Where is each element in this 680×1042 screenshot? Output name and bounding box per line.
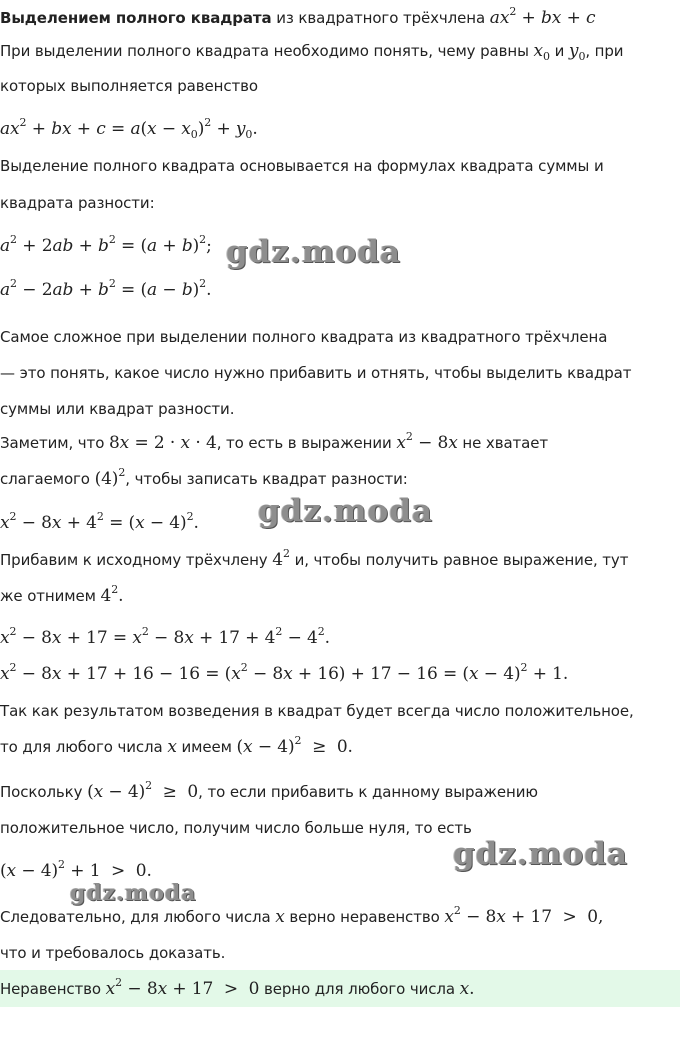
p8-text-a: Следовательно, для любого числа <box>0 908 271 926</box>
p4-text-e: , чтобы записать квадрат разности: <box>125 470 408 488</box>
p8-line-2 <box>0 943 225 963</box>
formula-positive: $(x - 4)^2 + 1 > 0$. <box>0 858 152 881</box>
p6-text-b: то для любого числа <box>0 738 163 756</box>
p3-line-2 <box>0 363 631 383</box>
formula-inequality: $x^2 - 8x + 17 > 0$, <box>444 904 604 927</box>
formula-vertex-form: $ax^2$ + bx + $c = a(x - x_0)^2 + y_0$. <box>0 116 258 141</box>
p7-text-a: Поскольку <box>0 783 83 801</box>
formula-x2-8x: $x^2 - 8x$ <box>396 430 458 453</box>
formula-8x: 8x = 2 · x · 4 <box>108 433 217 453</box>
p5-text-a: Прибавим к исходному трёхчлену <box>0 551 268 569</box>
formula-answer-x: x. <box>459 979 475 999</box>
answer-text-a: Неравенство <box>0 980 101 998</box>
formula-nonneg: $(x - 4)^2 \ge 0$. <box>236 734 353 757</box>
p6-line-2 <box>0 734 353 757</box>
p5-line-2 <box>0 583 124 606</box>
formula-4sq-a: $4^2$ <box>272 547 290 570</box>
heading-bold: Выделением полного квадрата <box>0 9 272 27</box>
p2-text-a: Выделение полного квадрата основывается на формулах квадрата суммы и <box>0 157 604 175</box>
p5-text-c: же отнимем <box>0 587 96 605</box>
p1-text-b: , при <box>585 42 624 60</box>
formula-x-b: x <box>275 907 285 927</box>
p3-text-c: суммы или квадрат разности. <box>0 400 235 418</box>
p4-text-b: , то есть в выражении <box>216 434 392 452</box>
p6-text-a: Так как результатом возведения в квадрат будет всегда число положительное, <box>0 702 634 720</box>
p1-text-a: При выделении полного квадрата необходимо понять, чему равны <box>0 42 529 60</box>
p6-text-c: имеем <box>181 738 232 756</box>
answer-block <box>0 970 680 1007</box>
p6-line-1 <box>0 701 634 721</box>
p2-line-1 <box>0 156 604 176</box>
p8-line-1 <box>0 904 604 927</box>
p3-text-b: — это понять, какое число нужно прибавить и отнять, чтобы выделить квадрат <box>0 364 632 382</box>
formula-x0: $x_0$ <box>533 41 550 63</box>
formula-answer-inequality: $x^2 - 8x + 17 > 0$ <box>105 976 260 999</box>
p4-text-d: слагаемого <box>0 470 90 488</box>
watermark-logo-1: gdz.moda <box>226 234 401 270</box>
p7-text-c: положительное число, получим число больше нуля, то есть <box>0 819 472 837</box>
heading-rest: из квадратного трёхчлена <box>276 9 486 27</box>
formula-nonneg-b: $(x - 4)^2 \ge 0$ <box>87 779 199 802</box>
p1-line-1 <box>0 41 623 61</box>
p4-text-c: не хватает <box>462 434 549 452</box>
p4-line-2 <box>0 466 408 489</box>
p7-text-b: , то если прибавить к данному выражению <box>198 783 538 801</box>
watermark-logo-2: gdz.moda <box>258 493 433 529</box>
p5-line-1 <box>0 547 629 570</box>
p4-line-1 <box>0 430 549 453</box>
p2-line-2 <box>0 193 155 213</box>
formula-square-sum: $a^2 + 2ab + b^2 = (a + b)^2$; <box>0 233 212 256</box>
p2-text-b: квадрата разности: <box>0 194 155 212</box>
p1-text-and: и <box>554 42 565 60</box>
answer-text-b: верно для любого числа <box>264 980 455 998</box>
formula-add-subtract: $x^2 - 8x + 17 = x^2 - 8x + 17 + 4^2 - 4^2$. <box>0 625 330 648</box>
p1-line-2 <box>0 76 258 96</box>
p4-text-a: Заметим, что <box>0 434 105 452</box>
p8-text-c: что и требовалось доказать. <box>0 944 226 962</box>
formula-4-squared: $(4)^2$ <box>94 466 126 489</box>
watermark-logo-4: gdz.moda <box>70 880 197 906</box>
answer-line <box>0 976 475 999</box>
watermark-logo-3: gdz.moda <box>453 836 628 872</box>
formula-complete-square: $x^2 - 8x + 4^2 = (x - 4)^2$. <box>0 510 199 533</box>
formula-4sq-b: $4^2$. <box>100 583 124 606</box>
formula-y0: $y_0$ <box>568 41 586 63</box>
p8-text-b: верно неравенство <box>289 908 440 926</box>
formula-trinomial: $ax^2$ + bx + c <box>489 5 596 28</box>
p1-text-c: которых выполняется равенство <box>0 77 258 95</box>
p3-line-1 <box>0 327 607 347</box>
p5-text-b: и, чтобы получить равное выражение, тут <box>294 551 629 569</box>
formula-x-a: x <box>167 737 177 757</box>
p7-line-1 <box>0 779 538 802</box>
p7-line-2 <box>0 818 472 838</box>
p3-line-3 <box>0 399 234 419</box>
formula-square-diff: $a^2 - 2ab + b^2 = (a - b)^2$. <box>0 277 212 300</box>
formula-transform: $x^2 - 8x + 17 + 16 - 16 = (x^2 - 8x + 16) + 17 - 16 = (x - 4)^2 + 1$. <box>0 661 569 684</box>
heading-line <box>0 5 596 28</box>
p3-text-a: Самое сложное при выделении полного квадрата из квадратного трёхчлена <box>0 328 608 346</box>
